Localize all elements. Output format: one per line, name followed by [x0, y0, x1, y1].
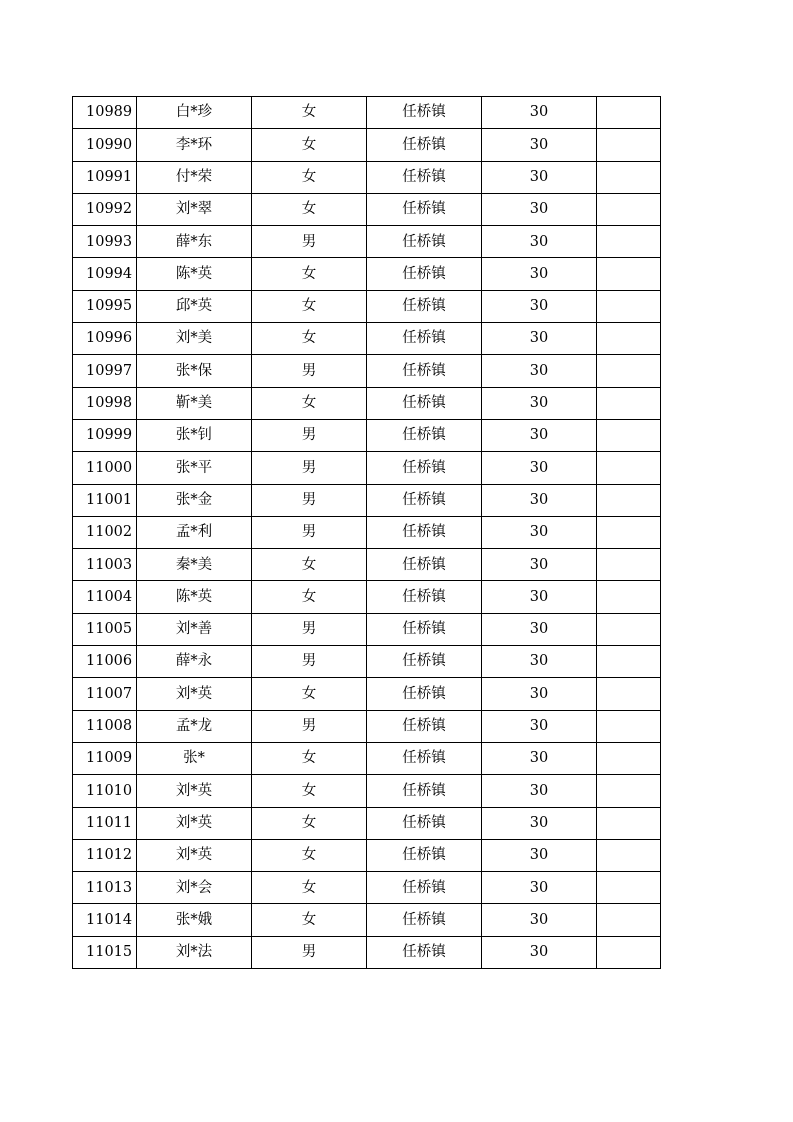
note-cell — [597, 129, 661, 161]
name-cell: 刘*会 — [137, 872, 252, 904]
town-cell: 任桥镇 — [367, 193, 482, 225]
name-cell: 薛*永 — [137, 646, 252, 678]
note-cell — [597, 193, 661, 225]
gender-cell: 男 — [252, 613, 367, 645]
record-number-cell: 10996 — [73, 323, 137, 355]
table-row — [73, 387, 661, 419]
table-row — [73, 710, 661, 742]
gender-cell: 女 — [252, 678, 367, 710]
table-row — [73, 775, 661, 807]
amount-cell: 30 — [482, 516, 597, 548]
name-cell: 付*荣 — [137, 161, 252, 193]
record-number-cell: 10990 — [73, 129, 137, 161]
table-row — [73, 226, 661, 258]
town-cell: 任桥镇 — [367, 226, 482, 258]
record-number-cell: 11007 — [73, 678, 137, 710]
amount-cell: 30 — [482, 775, 597, 807]
record-number-cell: 11005 — [73, 613, 137, 645]
table-row — [73, 161, 661, 193]
note-cell — [597, 646, 661, 678]
note-cell — [597, 775, 661, 807]
gender-cell: 男 — [252, 710, 367, 742]
note-cell — [597, 516, 661, 548]
amount-cell: 30 — [482, 484, 597, 516]
gender-cell: 男 — [252, 484, 367, 516]
name-cell: 白*珍 — [137, 97, 252, 129]
record-number-cell: 10995 — [73, 290, 137, 322]
note-cell — [597, 452, 661, 484]
table-row — [73, 646, 661, 678]
note-cell — [597, 97, 661, 129]
amount-cell: 30 — [482, 742, 597, 774]
note-cell — [597, 742, 661, 774]
town-cell: 任桥镇 — [367, 646, 482, 678]
table-row — [73, 549, 661, 581]
name-cell: 刘*法 — [137, 936, 252, 968]
town-cell: 任桥镇 — [367, 581, 482, 613]
gender-cell: 女 — [252, 775, 367, 807]
amount-cell: 30 — [482, 936, 597, 968]
town-cell: 任桥镇 — [367, 775, 482, 807]
gender-cell: 女 — [252, 193, 367, 225]
name-cell: 刘*英 — [137, 678, 252, 710]
name-cell: 张*平 — [137, 452, 252, 484]
name-cell: 张* — [137, 742, 252, 774]
note-cell — [597, 936, 661, 968]
amount-cell: 30 — [482, 549, 597, 581]
gender-cell: 男 — [252, 355, 367, 387]
record-number-cell: 11002 — [73, 516, 137, 548]
gender-cell: 男 — [252, 516, 367, 548]
table-row — [73, 613, 661, 645]
note-cell — [597, 258, 661, 290]
amount-cell: 30 — [482, 387, 597, 419]
note-cell — [597, 323, 661, 355]
note-cell — [597, 161, 661, 193]
town-cell: 任桥镇 — [367, 161, 482, 193]
amount-cell: 30 — [482, 258, 597, 290]
gender-cell: 女 — [252, 872, 367, 904]
note-cell — [597, 549, 661, 581]
record-number-cell: 10993 — [73, 226, 137, 258]
gender-cell: 女 — [252, 581, 367, 613]
record-number-cell: 10989 — [73, 97, 137, 129]
record-number-cell: 11006 — [73, 646, 137, 678]
table-row — [73, 452, 661, 484]
table-row — [73, 97, 661, 129]
name-cell: 张*金 — [137, 484, 252, 516]
town-cell: 任桥镇 — [367, 904, 482, 936]
name-cell: 刘*美 — [137, 323, 252, 355]
table-row — [73, 936, 661, 968]
table-row — [73, 484, 661, 516]
amount-cell: 30 — [482, 839, 597, 871]
table-row — [73, 581, 661, 613]
gender-cell: 女 — [252, 904, 367, 936]
table-row — [73, 355, 661, 387]
name-cell: 邱*英 — [137, 290, 252, 322]
amount-cell: 30 — [482, 129, 597, 161]
gender-cell: 女 — [252, 290, 367, 322]
note-cell — [597, 872, 661, 904]
note-cell — [597, 355, 661, 387]
gender-cell: 女 — [252, 807, 367, 839]
name-cell: 陈*英 — [137, 258, 252, 290]
record-number-cell: 10991 — [73, 161, 137, 193]
note-cell — [597, 807, 661, 839]
gender-cell: 女 — [252, 839, 367, 871]
amount-cell: 30 — [482, 355, 597, 387]
name-cell: 张*娥 — [137, 904, 252, 936]
amount-cell: 30 — [482, 161, 597, 193]
town-cell: 任桥镇 — [367, 872, 482, 904]
town-cell: 任桥镇 — [367, 710, 482, 742]
name-cell: 张*钊 — [137, 419, 252, 451]
name-cell: 刘*英 — [137, 839, 252, 871]
amount-cell: 30 — [482, 193, 597, 225]
gender-cell: 女 — [252, 323, 367, 355]
town-cell: 任桥镇 — [367, 355, 482, 387]
amount-cell: 30 — [482, 452, 597, 484]
gender-cell: 女 — [252, 129, 367, 161]
note-cell — [597, 419, 661, 451]
table-row — [73, 872, 661, 904]
gender-cell: 男 — [252, 936, 367, 968]
name-cell: 薛*东 — [137, 226, 252, 258]
town-cell: 任桥镇 — [367, 549, 482, 581]
table-row — [73, 742, 661, 774]
table-row — [73, 419, 661, 451]
roster-table-body — [73, 97, 661, 969]
town-cell: 任桥镇 — [367, 839, 482, 871]
town-cell: 任桥镇 — [367, 290, 482, 322]
town-cell: 任桥镇 — [367, 452, 482, 484]
town-cell: 任桥镇 — [367, 678, 482, 710]
amount-cell: 30 — [482, 807, 597, 839]
name-cell: 靳*美 — [137, 387, 252, 419]
town-cell: 任桥镇 — [367, 419, 482, 451]
gender-cell: 男 — [252, 452, 367, 484]
record-number-cell: 11010 — [73, 775, 137, 807]
name-cell: 陈*英 — [137, 581, 252, 613]
record-number-cell: 11001 — [73, 484, 137, 516]
amount-cell: 30 — [482, 226, 597, 258]
name-cell: 秦*美 — [137, 549, 252, 581]
record-number-cell: 11004 — [73, 581, 137, 613]
gender-cell: 女 — [252, 97, 367, 129]
gender-cell: 男 — [252, 226, 367, 258]
town-cell: 任桥镇 — [367, 807, 482, 839]
note-cell — [597, 226, 661, 258]
amount-cell: 30 — [482, 581, 597, 613]
amount-cell: 30 — [482, 646, 597, 678]
amount-cell: 30 — [482, 678, 597, 710]
record-number-cell: 11009 — [73, 742, 137, 774]
table-row — [73, 839, 661, 871]
record-number-cell: 10997 — [73, 355, 137, 387]
roster-table — [72, 96, 661, 969]
table-row — [73, 193, 661, 225]
name-cell: 刘*善 — [137, 613, 252, 645]
amount-cell: 30 — [482, 323, 597, 355]
record-number-cell: 11012 — [73, 839, 137, 871]
town-cell: 任桥镇 — [367, 936, 482, 968]
town-cell: 任桥镇 — [367, 516, 482, 548]
record-number-cell: 11011 — [73, 807, 137, 839]
table-row — [73, 129, 661, 161]
town-cell: 任桥镇 — [367, 742, 482, 774]
record-number-cell: 11013 — [73, 872, 137, 904]
record-number-cell: 11003 — [73, 549, 137, 581]
note-cell — [597, 613, 661, 645]
name-cell: 刘*英 — [137, 807, 252, 839]
name-cell: 刘*翠 — [137, 193, 252, 225]
name-cell: 张*保 — [137, 355, 252, 387]
amount-cell: 30 — [482, 710, 597, 742]
note-cell — [597, 387, 661, 419]
town-cell: 任桥镇 — [367, 258, 482, 290]
record-number-cell: 10992 — [73, 193, 137, 225]
amount-cell: 30 — [482, 613, 597, 645]
note-cell — [597, 710, 661, 742]
table-row — [73, 516, 661, 548]
town-cell: 任桥镇 — [367, 387, 482, 419]
note-cell — [597, 484, 661, 516]
record-number-cell: 11015 — [73, 936, 137, 968]
record-number-cell: 11000 — [73, 452, 137, 484]
amount-cell: 30 — [482, 872, 597, 904]
gender-cell: 女 — [252, 742, 367, 774]
table-row — [73, 258, 661, 290]
table-row — [73, 807, 661, 839]
town-cell: 任桥镇 — [367, 613, 482, 645]
town-cell: 任桥镇 — [367, 323, 482, 355]
note-cell — [597, 678, 661, 710]
record-number-cell: 11014 — [73, 904, 137, 936]
note-cell — [597, 581, 661, 613]
record-number-cell: 10994 — [73, 258, 137, 290]
record-number-cell: 10999 — [73, 419, 137, 451]
gender-cell: 女 — [252, 387, 367, 419]
amount-cell: 30 — [482, 290, 597, 322]
town-cell: 任桥镇 — [367, 484, 482, 516]
town-cell: 任桥镇 — [367, 97, 482, 129]
table-row — [73, 678, 661, 710]
name-cell: 孟*利 — [137, 516, 252, 548]
gender-cell: 女 — [252, 258, 367, 290]
gender-cell: 女 — [252, 161, 367, 193]
name-cell: 刘*英 — [137, 775, 252, 807]
record-number-cell: 11008 — [73, 710, 137, 742]
town-cell: 任桥镇 — [367, 129, 482, 161]
gender-cell: 女 — [252, 549, 367, 581]
table-row — [73, 290, 661, 322]
amount-cell: 30 — [482, 97, 597, 129]
name-cell: 孟*龙 — [137, 710, 252, 742]
amount-cell: 30 — [482, 419, 597, 451]
table-row — [73, 904, 661, 936]
note-cell — [597, 839, 661, 871]
record-number-cell: 10998 — [73, 387, 137, 419]
amount-cell: 30 — [482, 904, 597, 936]
note-cell — [597, 904, 661, 936]
name-cell: 李*环 — [137, 129, 252, 161]
gender-cell: 男 — [252, 646, 367, 678]
gender-cell: 男 — [252, 419, 367, 451]
table-row — [73, 323, 661, 355]
note-cell — [597, 290, 661, 322]
